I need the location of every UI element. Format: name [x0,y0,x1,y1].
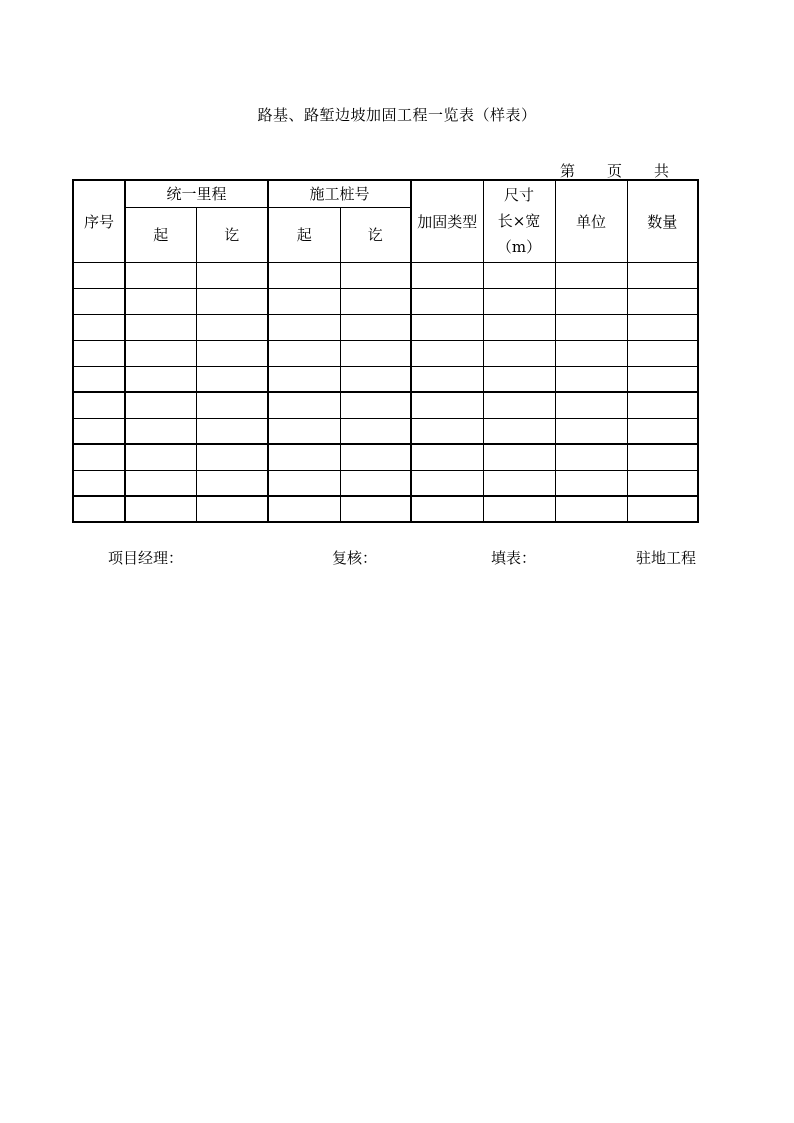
page-number-label: 第 [560,162,576,180]
cell [627,366,698,392]
cell [411,340,483,366]
cell [627,392,698,418]
cell [196,314,268,340]
cell [268,262,340,288]
cell [555,496,627,522]
cell [340,470,411,496]
cell [73,288,125,314]
cell [125,496,196,522]
table-row [73,366,698,392]
cell [627,288,698,314]
cell [73,444,125,470]
cell [483,366,555,392]
header-mileage-start: 起 [125,207,196,262]
cell [483,496,555,522]
table-row [73,418,698,444]
table-row [73,392,698,418]
cell [483,470,555,496]
cell [125,444,196,470]
cell [125,470,196,496]
cell [411,262,483,288]
table-row [73,444,698,470]
table-row [73,288,698,314]
cell [125,366,196,392]
cell [627,314,698,340]
cell [196,418,268,444]
table-row [73,262,698,288]
cell [411,366,483,392]
cell [73,340,125,366]
cell [73,418,125,444]
total-pages-label: 共 [654,162,670,180]
cell [73,470,125,496]
table-row [73,496,698,522]
cell [268,496,340,522]
header-mileage-end: 讫 [196,207,268,262]
cell [268,392,340,418]
cell [268,340,340,366]
header-type: 加固类型 [411,180,483,262]
cell [196,262,268,288]
table-row [73,470,698,496]
cell [125,340,196,366]
cell [411,392,483,418]
cell [340,444,411,470]
cell [73,262,125,288]
cell [196,392,268,418]
cell [73,496,125,522]
cell [125,262,196,288]
cell [483,288,555,314]
cell [340,392,411,418]
cell [340,288,411,314]
cell [555,288,627,314]
reviewer-label: 复核： [332,549,378,567]
header-size-line3: （m） [496,238,542,257]
cell [340,496,411,522]
cell [340,418,411,444]
cell [627,496,698,522]
cell [411,496,483,522]
cell [627,340,698,366]
cell [411,418,483,444]
header-size-line1: 尺寸 [504,186,535,205]
cell [268,288,340,314]
cell [196,288,268,314]
cell [627,262,698,288]
header-stake-start: 起 [268,207,340,262]
cell [555,262,627,288]
cell [73,392,125,418]
cell [268,470,340,496]
cell [483,418,555,444]
cell [73,314,125,340]
cell [196,496,268,522]
cell [411,314,483,340]
cell [555,340,627,366]
header-mileage: 统一里程 [125,180,268,207]
cell [555,444,627,470]
resident-engineer-label: 驻地工程 [636,549,697,567]
cell [73,366,125,392]
cell [555,392,627,418]
header-unit: 单位 [555,180,627,262]
cell [627,470,698,496]
header-size-line2: 长×宽 [497,212,541,231]
filler-label: 填表： [491,549,537,567]
cell [483,314,555,340]
cell [268,366,340,392]
header-stake: 施工桩号 [268,180,411,207]
cell [340,314,411,340]
cell [411,470,483,496]
cell [196,444,268,470]
cell [268,314,340,340]
table-row [73,314,698,340]
cell [196,470,268,496]
cell [125,288,196,314]
cell [196,340,268,366]
table-row [73,340,698,366]
cell [340,262,411,288]
cell [411,444,483,470]
cell [125,314,196,340]
header-quantity: 数量 [627,180,698,262]
header-stake-end: 讫 [340,207,411,262]
cell [627,444,698,470]
page-unit-label: 页 [607,162,623,180]
cell [340,340,411,366]
cell [411,288,483,314]
cell [483,340,555,366]
cell [340,366,411,392]
cell [483,392,555,418]
document-title: 路基、路堑边坡加固工程一览表（样表） [257,106,537,124]
cell [555,314,627,340]
cell [268,444,340,470]
header-seq: 序号 [73,180,125,262]
cell [483,262,555,288]
project-manager-label: 项目经理： [108,549,184,567]
reinforcement-table [72,179,699,523]
cell [627,418,698,444]
cell [555,470,627,496]
cell [125,392,196,418]
cell [268,418,340,444]
cell [555,366,627,392]
cell [196,366,268,392]
header-size [483,180,555,262]
cell [555,418,627,444]
cell [125,418,196,444]
cell [483,444,555,470]
